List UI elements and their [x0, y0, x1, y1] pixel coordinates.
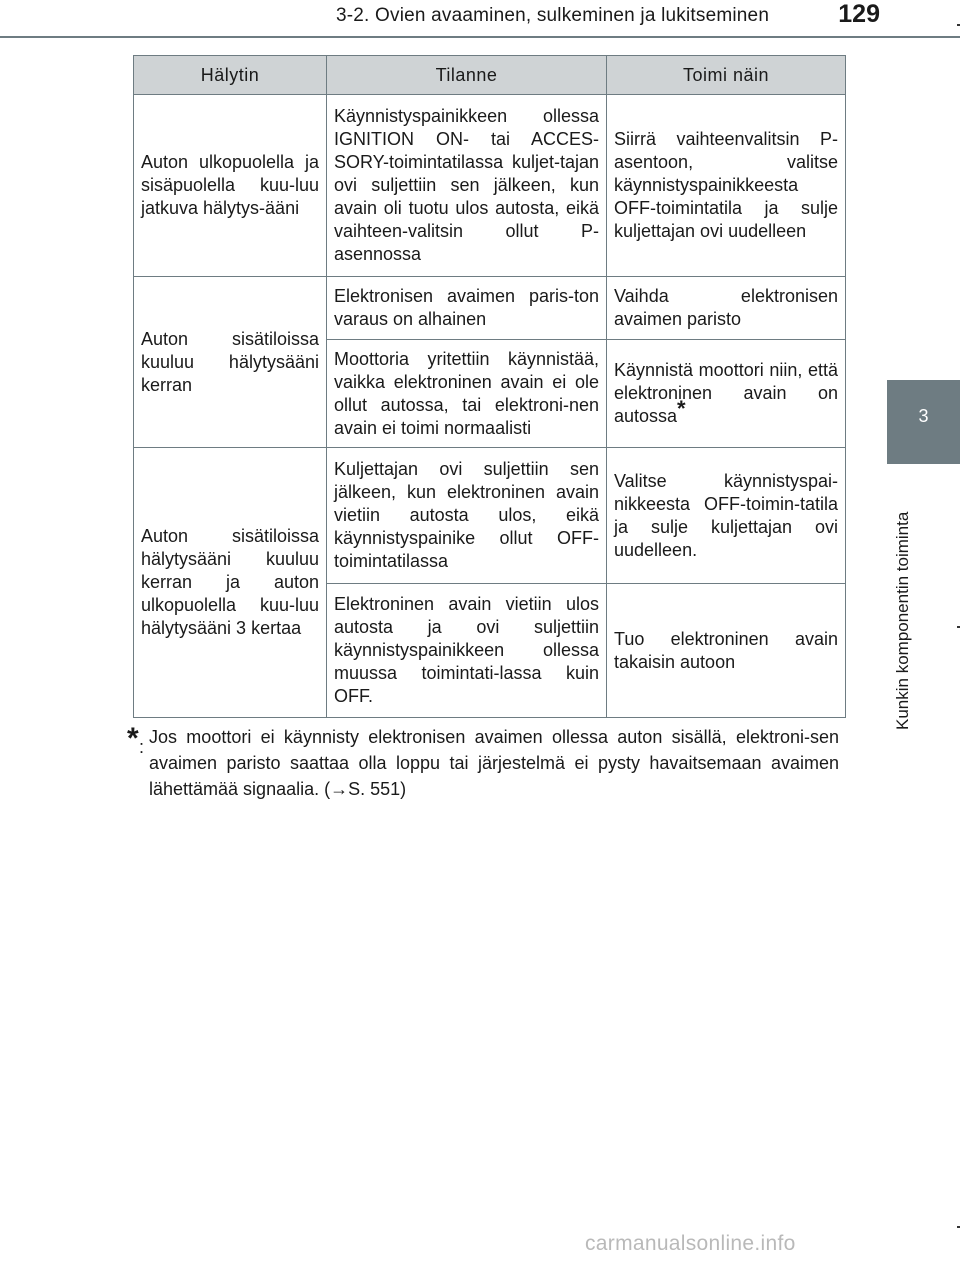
column-header-alarm: Hälytin: [134, 56, 327, 95]
section-title: 3-2. Ovien avaaminen, sulkeminen ja lukitseminen: [336, 5, 770, 26]
alarm-cell: Auton sisätiloissa kuuluu hälytysääni kerran: [134, 277, 327, 448]
chapter-number: 3: [918, 406, 929, 426]
situation-cell: Moottoria yritettiin käynnistää, vaikka elektroninen avain ei ole ollut autossa, tai elektroni-nen avain ei toimi normaalisti: [327, 340, 607, 448]
header-divider: [0, 36, 960, 38]
chapter-tab: [887, 380, 960, 464]
alarm-cell: Auton ulkopuolella ja sisäpuolella kuu-luu jatkuva hälytys-ääni: [134, 95, 327, 277]
footnote-mark: *: [127, 722, 139, 755]
table-header-row: [134, 56, 846, 95]
action-cell: Valitse käynnistyspai-nikkeesta OFF-toimin-tatila ja sulje kuljettajan ovi uudelleen.: [607, 448, 846, 584]
footnote-text: Jos moottori ei käynnisty elektronisen avaimen ollessa auton sisällä, elektroni-sen avaimen paristo saattaa olla loppu tai järjestelmä ei pysty havaitsemaan avaimen lähettämää signaalia. (→S. 551): [149, 727, 839, 799]
alarm-table: [133, 55, 846, 718]
situation-cell: Käynnistyspainikkeen ollessa IGNITION ON- tai ACCES-SORY-toimintatilassa kuljet-tajan ovi suljettiin sen jälkeen, kun avain oli tuotu ulos autosta, eikä vaihteen-valitsin ollut P-asennossa: [327, 95, 607, 277]
action-cell: Vaihda elektronisen avaimen paristo: [607, 277, 846, 340]
table-row: [134, 277, 846, 340]
situation-cell: Elektronisen avaimen paris-ton varaus on alhainen: [327, 277, 607, 340]
column-header-situation: Tilanne: [327, 56, 607, 95]
situation-cell: Elektroninen avain vietiin ulos autosta ja ovi suljettiin käynnistyspainikkeen ollessa muussa toimintati-lassa kuin OFF.: [327, 584, 607, 718]
chapter-label: Kunkin komponentin toiminta: [893, 511, 912, 730]
page-number: 129: [838, 0, 880, 28]
footnote-reference: *: [677, 396, 686, 421]
watermark: carmanualsonline.info: [585, 1232, 796, 1255]
footnote-colon: :: [139, 737, 145, 757]
action-text: Käynnistä moottori niin, että elektroninen avain on autossa: [614, 360, 838, 426]
footnote: [127, 724, 839, 802]
table-row: [134, 448, 846, 584]
action-cell: Tuo elektroninen avain takaisin autoon: [607, 584, 846, 718]
action-cell: Siirrä vaihteenvalitsin P-asentoon, valitse käynnistyspainikkeesta OFF-toimintatila ja sulje kuljettajan ovi uudelleen: [607, 95, 846, 277]
action-cell: [607, 340, 846, 448]
column-header-action: Toimi näin: [607, 56, 846, 95]
alarm-cell: Auton sisätiloissa hälytysääni kuuluu kerran ja auton ulkopuolella kuu-luu hälytysääni 3 kertaa: [134, 448, 327, 718]
table-row: [134, 95, 846, 277]
situation-cell: Kuljettajan ovi suljettiin sen jälkeen, kun elektroninen avain vietiin autosta ulos, eikä käynnistyspainike ollut OFF-toimintatilassa: [327, 448, 607, 584]
